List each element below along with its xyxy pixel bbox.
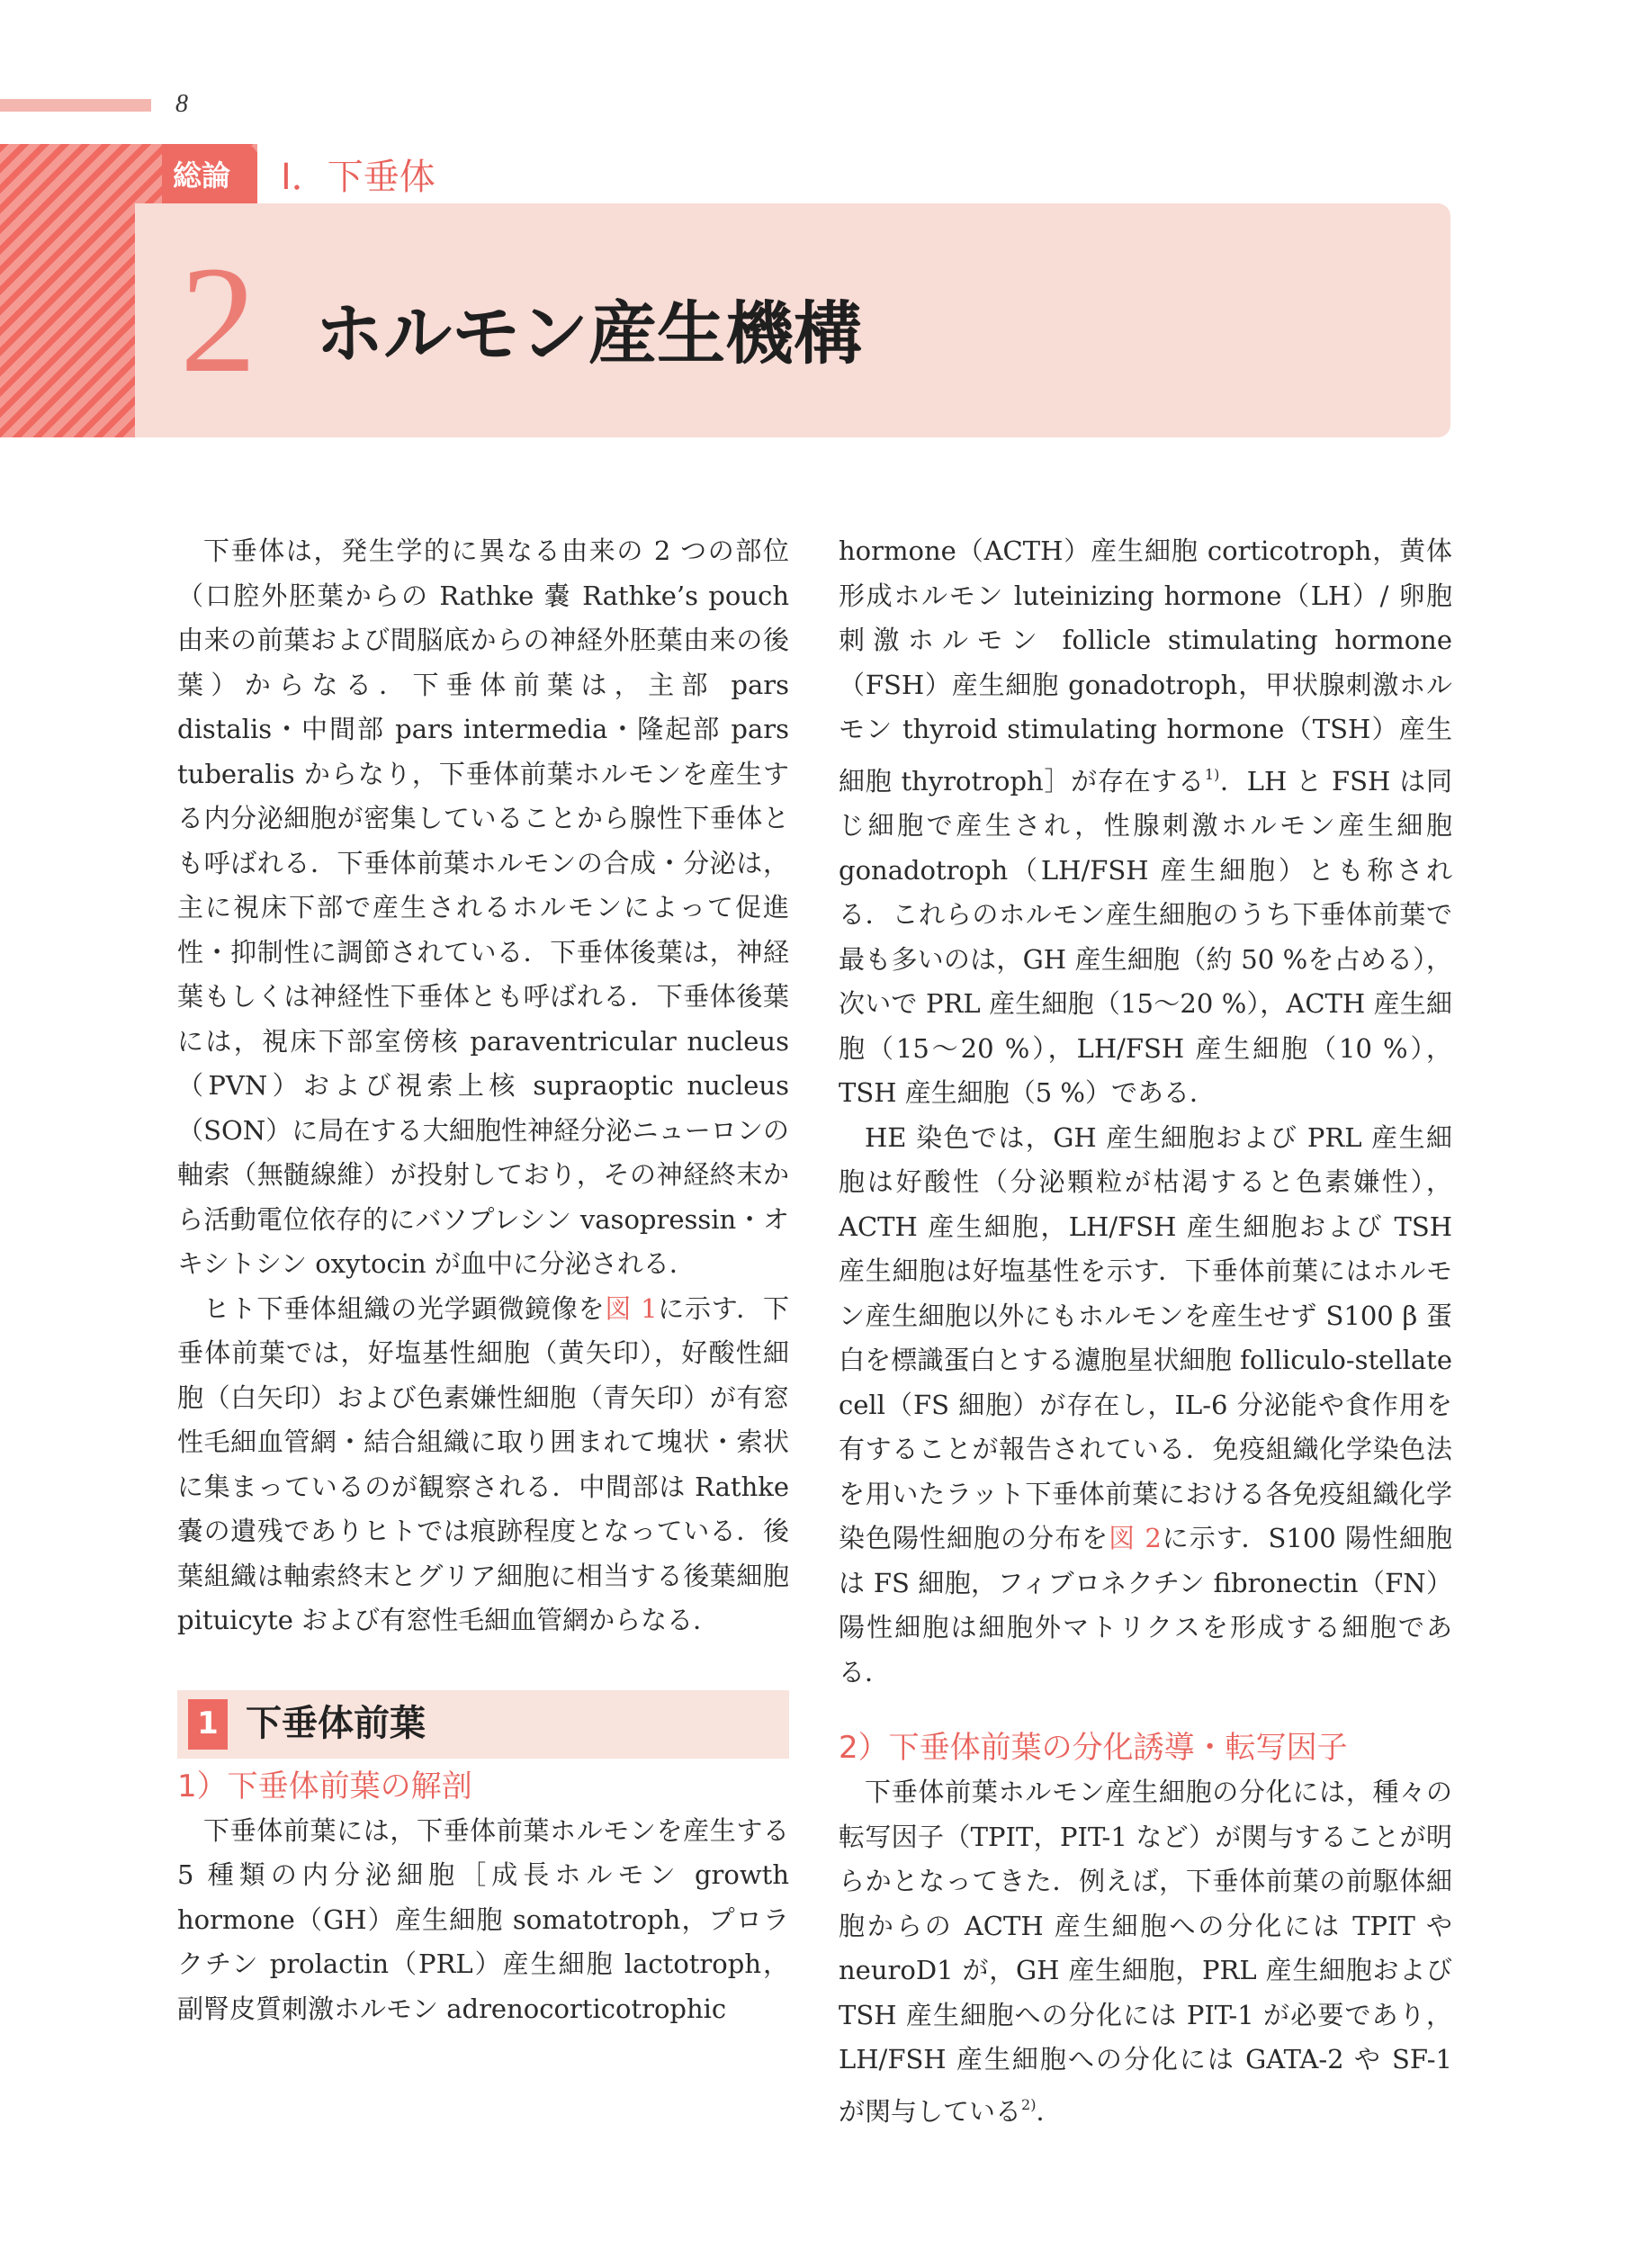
- paragraph: [177, 1287, 789, 1643]
- subsection-number: 1: [188, 1699, 228, 1750]
- subsection-heading-box: [177, 1690, 789, 1759]
- paragraph: [839, 1116, 1452, 1696]
- figure-reference-link[interactable]: 図 2: [1109, 1523, 1162, 1553]
- paragraph-text: ．: [1036, 2095, 1063, 2127]
- paragraph: [839, 1770, 1452, 2134]
- sub-heading: 1）下垂体前葉の解剖: [177, 1768, 472, 1804]
- left-column: [177, 529, 789, 2031]
- citation-reference: 1): [1204, 765, 1220, 783]
- figure-reference-link[interactable]: 図 1: [605, 1292, 658, 1324]
- paragraph: 下垂体は，発生学的に異なる由来の 2 つの部位（口腔外胚葉からの Rathke 嚢 Rathke’s pouch 由来の前葉および間脳底からの神経外胚葉由来の後葉）からなる．下垂体前葉は，主部 pars distalis・中間部 pars intermedia・隆起部 pars tuberalis からなり，下垂体前葉ホルモンを産生する内分泌細胞が密集していることから腺性下垂体とも呼ばれる．下垂体前葉ホルモンの合成・分泌は，主に視床下部で産生されるホルモンによって促進性・抑制性に調節されている．下垂体後葉は，神経葉もしくは神経性下垂体とも呼ばれる．下垂体後葉には，視床下部室傍核 paraventricular nucleus（PVN）および視索上核 supraoptic nucleus（SON）に局在する大細胞性神経分泌ニューロンの軸索（無髄線維）が投射しており，その神経終末から活動電位依存的にバソプレシン vasopressin・オキシトシン oxytocin が血中に分泌される．: [177, 536, 789, 1279]
- paragraph-text: HE 染色では，GH 産生細胞および PRL 産生細胞は好酸性（分泌顆粒が枯渇すると色素嫌性），ACTH 産生細胞，LH/FSH 産生細胞および TSH 産生細胞は好塩基性を示す．下垂体前葉にはホルモン産生細胞以外にもホルモンを産生せず S100 β 蛋白を標識蛋白とする濾胞星状細胞 folliculo-stellate cell（FS 細胞）が存在し，IL-6 分泌能や食作用を有することが報告されている．免疫組織化学染色法を用いたラット下垂体前葉における各免疫組織化学染色陽性細胞の分布を: [839, 1121, 1452, 1553]
- chapter-title: ホルモン産生機構: [315, 293, 862, 374]
- subsection-title: 下垂体前葉: [246, 1702, 426, 1744]
- paragraph-text: 下垂体前葉ホルモン産生細胞の分化には，種々の転写因子（TPIT，PIT-1 など）が関与することが明らかとなってきた．例えば，下垂体前葉の前駆体細胞からの ACTH 産生細胞への分化には TPIT や neuroD1 が，GH 産生細胞，PRL 産生細胞および TSH 産生細胞への分化には PIT-1 が必要であり，LH/FSH 産生細胞への分化には GATA-2 や SF-1 が関与している: [839, 1777, 1452, 2127]
- sub-heading: 2）下垂体前葉の分化誘導・転写因子: [839, 1730, 1348, 1766]
- right-column: [839, 529, 1452, 2134]
- chapter-number: 2: [180, 235, 256, 404]
- citation-reference: 2): [1021, 2095, 1037, 2113]
- paragraph: 下垂体前葉には，下垂体前葉ホルモンを産生する 5 種類の内分泌細胞［成長ホルモン growth hormone（GH）産生細胞 somatotroph，プロラクチン prolactin（PRL）産生細胞 lactotroph，副腎皮質刺激ホルモン adrenocorticotrophic: [177, 1814, 789, 2024]
- paragraph-text: hormone（ACTH）産生細胞 corticotroph，黄体形成ホルモン luteinizing hormone（LH）/ 卵胞刺激ホルモン follicle stimulating hormone（FSH）産生細胞 gonadotroph，甲状腺刺激ホルモン thyroid stimulating hormone（TSH）産生細胞 thyrotroph］が存在する: [839, 536, 1452, 796]
- section-heading: Ⅰ．下垂体: [281, 157, 435, 198]
- paragraph-text: に示す．S100 陽性細胞は FS 細胞，フィブロネクチン fibronectin（FN）陽性細胞は細胞外マトリクスを形成する細胞である．: [839, 1523, 1452, 1688]
- top-accent-bar: [0, 99, 151, 112]
- paragraph-text: に示す．下垂体前葉では，好塩基性細胞（黄矢印），好酸性細胞（白矢印）および色素嫌性細胞（青矢印）が有窓性毛細血管網・結合組織に取り囲まれて塊状・索状に集まっているのが観察される．中間部は Rathke 嚢の遺残でありヒトでは痕跡程度となっている．後葉組織は軸索終末とグリア細胞に相当する後葉細胞 pituicyte および有窓性毛細血管網からなる．: [177, 1292, 789, 1635]
- page-number: 8: [175, 90, 188, 118]
- paragraph-text: ．LH と FSH は同じ細胞で産生され，性腺刺激ホルモン産生細胞 gonadotroph（LH/FSH 産生細胞）とも称される．これらのホルモン産生細胞のうち下垂体前葉で最も多いのは，GH 産生細胞（約 50 %を占める），次いで PRL 産生細胞（15〜20 %），ACTH 産生細胞（15〜20 %），LH/FSH 産生細胞（10 %），TSH 産生細胞（5 %）である．: [839, 765, 1452, 1108]
- category-tab-label: 総論: [173, 158, 231, 193]
- paragraph: [839, 529, 1452, 1116]
- paragraph-text: ヒト下垂体組織の光学顕微鏡像を: [203, 1292, 606, 1324]
